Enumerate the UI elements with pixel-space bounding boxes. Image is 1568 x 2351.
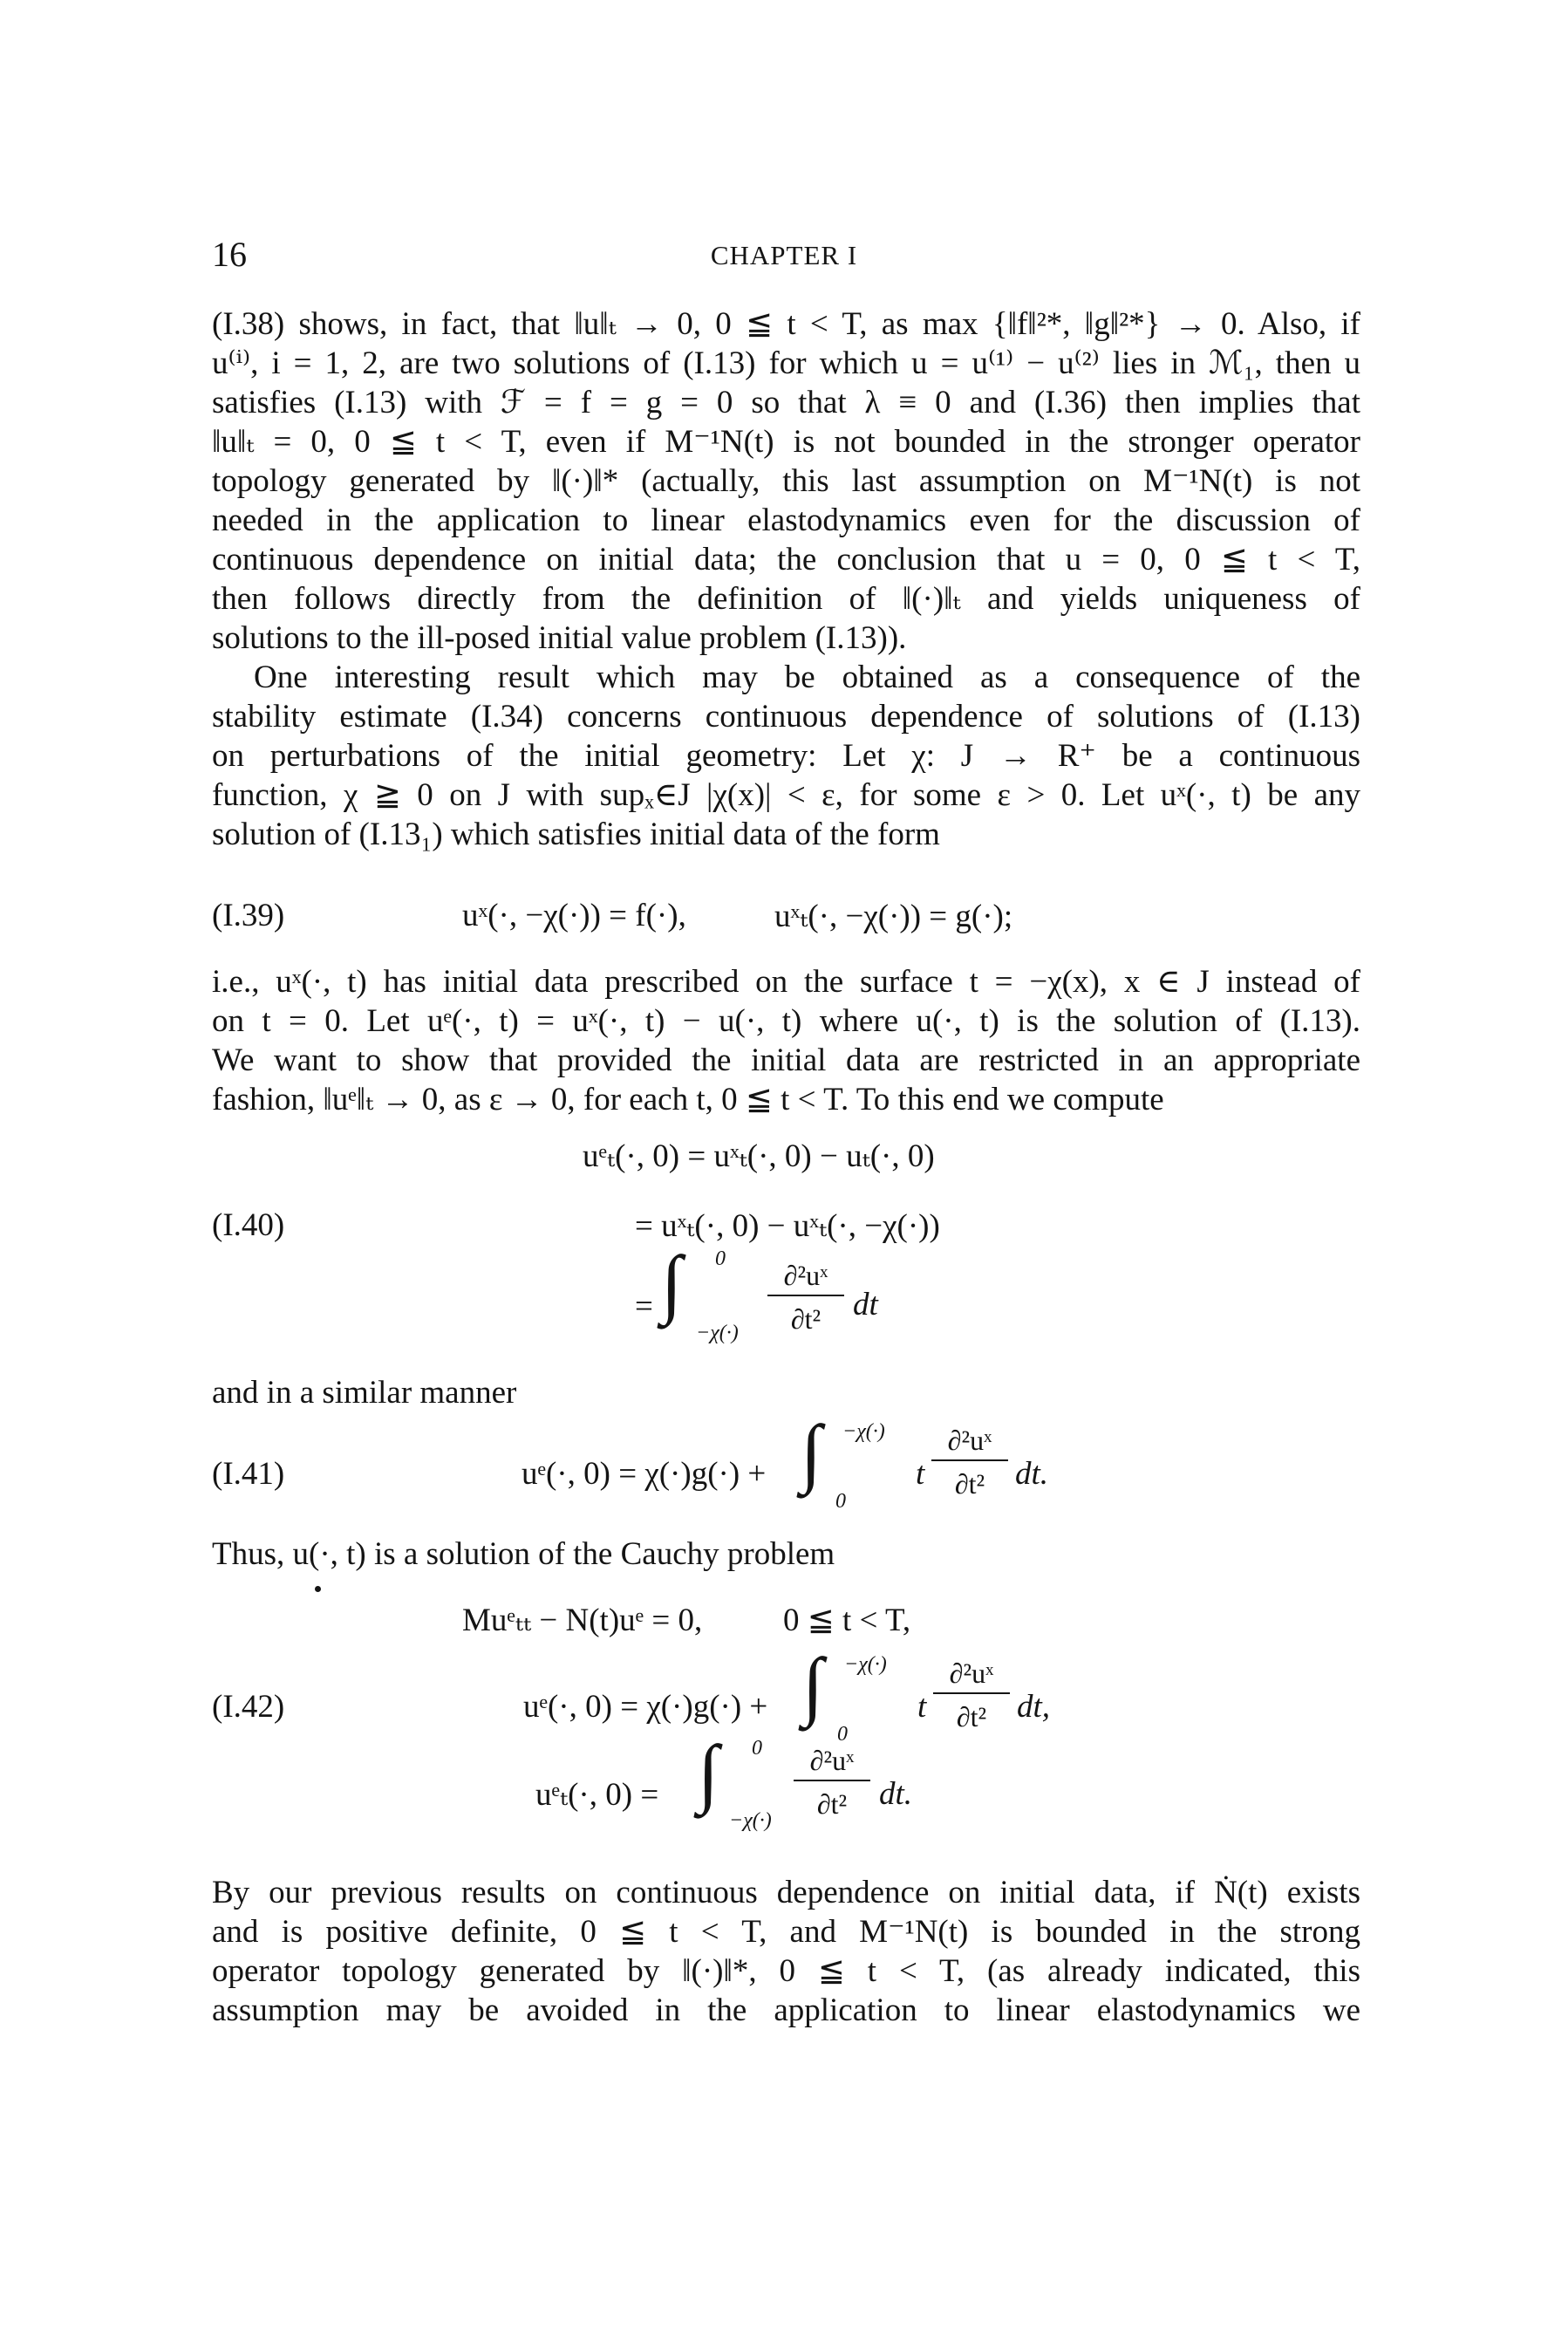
fraction-numerator: ∂²uˣ bbox=[949, 1657, 994, 1689]
text-line: solution of (I.13₁) which satisfies initial data of the form bbox=[212, 817, 940, 852]
text-line: satisfies (I.13) with ℱ = f = g = 0 so that λ ≡ 0 and (I.36) then implies that bbox=[212, 385, 1360, 420]
stray-print-mark bbox=[315, 1586, 321, 1592]
integral-upper-limit: 0 bbox=[715, 1247, 726, 1270]
integral-upper-limit: −χ(·) bbox=[842, 1420, 885, 1443]
integrand-factor: t bbox=[916, 1456, 925, 1492]
text-line: By our previous results on continuous dependence on initial data, if Ṅ(t) exists bbox=[212, 1875, 1360, 1910]
equation-tag: (I.40) bbox=[212, 1207, 285, 1243]
integrand-factor: t bbox=[917, 1689, 927, 1725]
equation-part: uˣₜ(·, −χ(·)) = g(·); bbox=[774, 899, 1013, 934]
fraction-bar bbox=[794, 1780, 870, 1781]
text-line: One interesting result which may be obtained as a consequence of the bbox=[254, 660, 1360, 695]
integral-sign: ∫ bbox=[802, 1644, 824, 1728]
text-line: needed in the application to linear elastodynamics even for the discussion of bbox=[212, 502, 1360, 538]
fraction-bar bbox=[933, 1692, 1010, 1694]
text-line: u⁽ⁱ⁾, i = 1, 2, are two solutions of (I.13) for which u = u⁽¹⁾ − u⁽²⁾ lies in ℳ₁, then u bbox=[212, 345, 1360, 381]
page-number: 16 bbox=[212, 235, 247, 274]
running-head: CHAPTER I bbox=[710, 240, 858, 270]
text-line: (I.38) shows, in fact, that ‖u‖ₜ → 0, 0 ≦ t < T, as max {‖f‖²*, ‖g‖²*} → 0. Also, if bbox=[212, 306, 1360, 342]
differential: dt. bbox=[1015, 1456, 1049, 1492]
integral-lower-limit: −χ(·) bbox=[729, 1809, 772, 1832]
equation-part: uˣ(·, −χ(·)) = f(·), bbox=[462, 898, 686, 933]
text-line: on t = 0. Let uᵉ(·, t) = uˣ(·, t) − u(·, t) where u(·, t) is the solution of (I.13). bbox=[212, 1003, 1360, 1039]
text-line: solutions to the ill-posed initial value problem (I.13)). bbox=[212, 620, 907, 656]
fraction-numerator: ∂²uˣ bbox=[783, 1260, 828, 1291]
differential: dt. bbox=[879, 1776, 913, 1812]
equation-row: Muᵉₜₜ − N(t)uᵉ = 0, bbox=[462, 1603, 703, 1638]
differential: dt, bbox=[1017, 1689, 1051, 1725]
text-line: and is positive definite, 0 ≦ t < T, and M⁻¹N(t) is bounded in the strong bbox=[212, 1914, 1360, 1950]
integral-upper-limit: 0 bbox=[752, 1737, 762, 1760]
text-line: and in a similar manner bbox=[212, 1375, 517, 1411]
integral-lower-limit: −χ(·) bbox=[696, 1322, 739, 1344]
text-line: continuous dependence on initial data; the conclusion that u = 0, 0 ≦ t < T, bbox=[212, 542, 1360, 577]
fraction-denominator: ∂t² bbox=[954, 1468, 985, 1500]
equation-operator: = bbox=[635, 1288, 653, 1324]
integral-sign: ∫ bbox=[661, 1241, 683, 1326]
text-line: topology generated by ‖(·)‖* (actually, this last assumption on M⁻¹N(t) is not bbox=[212, 463, 1360, 499]
text-line: stability estimate (I.34) concerns continuous dependence of solutions of (I.13) bbox=[212, 699, 1360, 735]
fraction-numerator: ∂²uˣ bbox=[809, 1745, 855, 1776]
equation-tag: (I.41) bbox=[212, 1456, 285, 1492]
integral-sign: ∫ bbox=[801, 1411, 822, 1495]
equation-tag: (I.42) bbox=[212, 1689, 285, 1725]
equation-tag: (I.39) bbox=[212, 898, 285, 933]
text-line: assumption may be avoided in the application to linear elastodynamics we bbox=[212, 1992, 1360, 2028]
text-line: on perturbations of the initial geometry: Let χ: J → R⁺ be a continuous bbox=[212, 738, 1360, 774]
text-line: operator topology generated by ‖(·)‖*, 0 ≦ t < T, (as already indicated, this bbox=[212, 1953, 1360, 1989]
integral-lower-limit: 0 bbox=[835, 1490, 846, 1513]
equation-lhs: uᵉ(·, 0) = χ(·)g(·) + bbox=[523, 1689, 768, 1725]
text-line: fashion, ‖uᵉ‖ₜ → 0, as ε → 0, for each t, 0 ≦ t < T. To this end we compute bbox=[212, 1082, 1164, 1117]
equation-row: uᵉₜ(·, 0) = uˣₜ(·, 0) − uₜ(·, 0) bbox=[583, 1138, 935, 1174]
text-line: Thus, u(·, t) is a solution of the Cauchy problem bbox=[212, 1536, 835, 1572]
fraction-bar bbox=[767, 1295, 844, 1296]
integral-sign: ∫ bbox=[698, 1731, 719, 1815]
equation-row: = uˣₜ(·, 0) − uˣₜ(·, −χ(·)) bbox=[635, 1208, 940, 1244]
text-line: ‖u‖ₜ = 0, 0 ≦ t < T, even if M⁻¹N(t) is not bounded in the stronger operator bbox=[212, 424, 1360, 460]
equation-condition: 0 ≦ t < T, bbox=[783, 1603, 911, 1638]
fraction-bar bbox=[931, 1459, 1008, 1461]
text-line: function, χ ≧ 0 on J with supₓ∈J |χ(x)| < ε, for some ε > 0. Let uˣ(·, t) be any bbox=[212, 777, 1360, 813]
differential: dt bbox=[853, 1287, 878, 1322]
equation-lhs: uᵉₜ(·, 0) = bbox=[535, 1777, 659, 1813]
integral-lower-limit: 0 bbox=[837, 1723, 848, 1746]
integral-upper-limit: −χ(·) bbox=[844, 1653, 887, 1676]
fraction-denominator: ∂t² bbox=[790, 1303, 821, 1335]
equation-lhs: uᵉ(·, 0) = χ(·)g(·) + bbox=[522, 1456, 767, 1492]
fraction-denominator: ∂t² bbox=[956, 1701, 987, 1732]
text-line: i.e., uˣ(·, t) has initial data prescribed on the surface t = −χ(x), x ∈ J instead of bbox=[212, 964, 1360, 1000]
text-line: then follows directly from the definition of ‖(·)‖ₜ and yields uniqueness of bbox=[212, 581, 1360, 617]
fraction-numerator: ∂²uˣ bbox=[947, 1425, 992, 1456]
text-line: We want to show that provided the initial data are restricted in an appropriate bbox=[212, 1042, 1360, 1078]
fraction-denominator: ∂t² bbox=[816, 1788, 848, 1820]
